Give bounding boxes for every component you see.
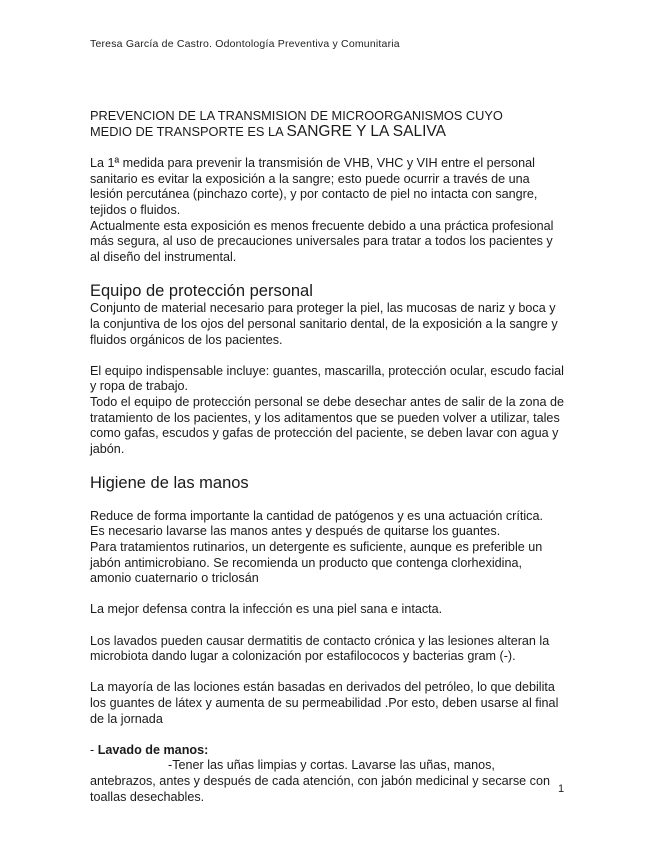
section-heading-equipo: Equipo de protección personal bbox=[90, 282, 313, 301]
document-title bbox=[90, 108, 565, 139]
section-heading-higiene: Higiene de las manos bbox=[90, 474, 249, 493]
running-header: Teresa García de Castro. Odontología Preventiva y Comunitaria bbox=[90, 38, 400, 50]
higiene-paragraph-6: La mayoría de las lociones están basadas en derivados del petróleo, lo que debilita los guantes de látex y aumenta de su permeabilidad .Por esto, deben usarse al final de la jornada bbox=[90, 680, 559, 726]
title-line-2-emphasis: SANGRE Y LA SALIVA bbox=[286, 122, 446, 140]
higiene-paragraph-3: Para tratamientos rutinarios, un detergente es suficiente, aunque es preferible un jabón antimicrobiano. Se recomienda un producto que contenga clorhexidina, amonio cuaternario o triclosán bbox=[90, 540, 543, 586]
page-number: 1 bbox=[558, 783, 565, 795]
title-line-1: PREVENCION DE LA TRANSMISION DE MICROORGANISMOS CUYO bbox=[90, 108, 503, 123]
equipo-paragraph-3: Todo el equipo de protección personal se debe desechar antes de salir de la zona de tratamiento de los pacientes, y los aditamentos que se pueden volver a utilizar, tales como gafas, escudos y gafas de protección del paciente, se deben lavar con agua y jabón. bbox=[90, 394, 564, 456]
lavado-dash: - bbox=[90, 742, 98, 757]
lavado-heading bbox=[90, 743, 565, 759]
higiene-paragraph-4: La mejor defensa contra la infección es una piel sana e intacta. bbox=[90, 602, 443, 617]
intro-paragraph-1: La 1ª medida para prevenir la transmisión de VHB, VHC y VIH entre el personal sanitario es evitar la exposición a la sangre; esto puede ocurrir a través de una lesión percutánea (pinchazo corte), y por contacto de piel no intacta con sangre, tejidos o fluidos. bbox=[90, 156, 538, 217]
equipo-paragraph-2: El equipo indispensable incluye: guantes, mascarilla, protección ocular, escudo facial y ropa de trabajo. bbox=[90, 363, 564, 394]
lavado-continuation: antebrazos, antes y después de cada atención, con jabón medicinal y secarse con toallas desechables. bbox=[90, 773, 550, 804]
higiene-paragraph-1: Reduce de forma importante la cantidad de patógenos y es una actuación crítica. bbox=[90, 508, 543, 523]
lavado-label: Lavado de manos: bbox=[97, 742, 209, 757]
lavado-line-1: -Tener las uñas limpias y cortas. Lavarse las uñas, manos, bbox=[168, 758, 495, 773]
intro-paragraph-2: Actualmente esta exposición es menos frecuente debido a una práctica profesional más segura, al uso de precauciones universales para tratar a todos los pacientes y al diseño del instrumental. bbox=[90, 218, 554, 264]
higiene-paragraph-2: Es necesario lavarse las manos antes y después de quitarse los guantes. bbox=[90, 524, 501, 539]
higiene-paragraph-5: Los lavados pueden causar dermatitis de contacto crónica y las lesiones alteran la microbiota dando lugar a colonización por estafilococos y bacterias gram (-). bbox=[90, 633, 550, 664]
equipo-paragraph-1: Conjunto de material necesario para proteger la piel, las mucosas de nariz y boca y la conjuntiva de los ojos del personal sanitario dental, de la exposición a la sangre y fluidos orgánicos de los pacientes. bbox=[90, 301, 558, 347]
page-body bbox=[90, 108, 565, 805]
title-line-2-prefix: MEDIO DE TRANSPORTE ES LA bbox=[90, 123, 287, 139]
